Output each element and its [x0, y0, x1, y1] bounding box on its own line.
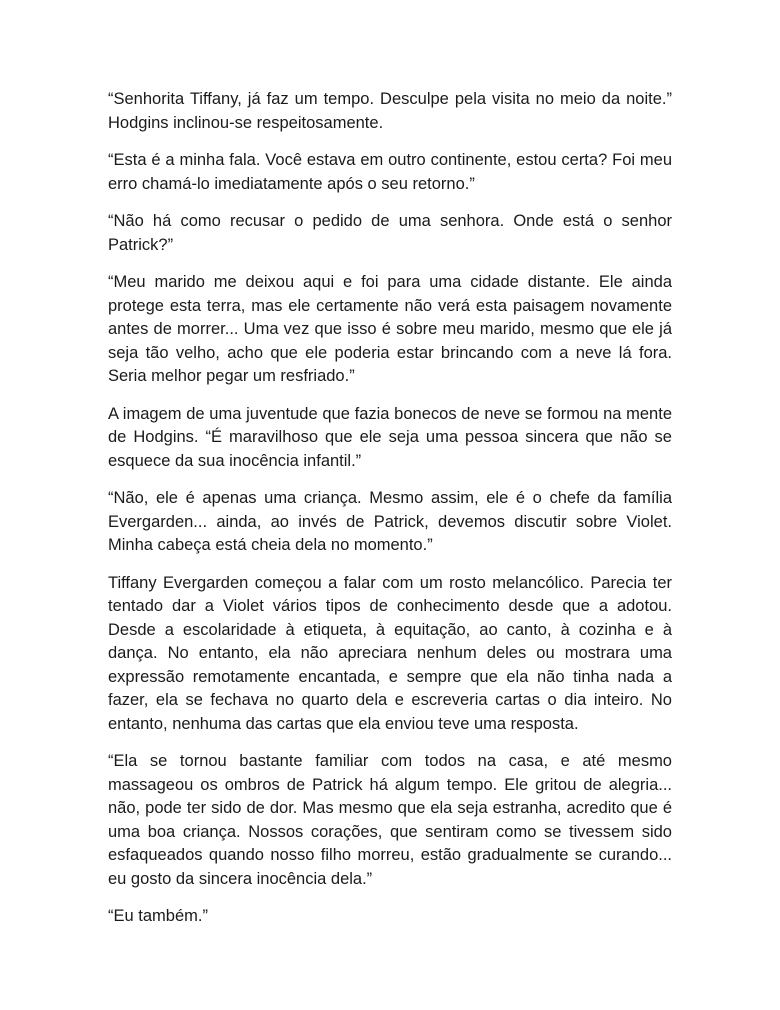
paragraph-4: “Meu marido me deixou aqui e foi para uma cidade distante. Ele ainda protege esta terra, mas ele certamente não verá esta paisagem novamente antes de morrer... Uma vez que isso é sobre meu marido, mesmo que ele já seja tão velho, acho que ele poderia estar brincando com a neve lá fora. Seria melhor pegar um resfriado.” — [108, 273, 672, 385]
paragraph-7: Tiffany Evergarden começou a falar com um rosto melancólico. Parecia ter tentado dar a Violet vários tipos de conhecimento desde que a adotou. Desde a escolaridade à etiqueta, à equitação, ao canto, à cozinha e à dança. No entanto, ela não apreciara nenhum deles ou mostrara uma expressão remotamente encantada, e sempre que ela não tinha nada a fazer, ela se fechava no quarto dela e escreveria cartas o dia inteiro. No entanto, nenhuma das cartas que ela enviou teve uma resposta. — [108, 573, 672, 733]
paragraph-1: “Senhorita Tiffany, já faz um tempo. Desculpe pela visita no meio da noite.” Hodgins inclinou-se respeitosamente. — [108, 90, 672, 132]
paragraph-5: A imagem de uma juventude que fazia bonecos de neve se formou na mente de Hodgins. “É maravilhoso que ele seja uma pessoa sincera que não se esquece da sua inocência infantil.” — [108, 404, 672, 470]
paragraph-8: “Ela se tornou bastante familiar com todos na casa, e até mesmo massageou os ombros de Patrick há algum tempo. Ele gritou de alegria... não, pode ter sido de dor. Mas mesmo que ela seja estranha, acredito que é uma boa criança. Nossos corações, que sentiram como se tivessem sido esfaqueados quando nosso filho morreu, estão gradualmente se curando... eu gosto da sincera inocência dela.” — [108, 752, 672, 888]
paragraph-6: “Não, ele é apenas uma criança. Mesmo assim, ele é o chefe da família Evergarden... ainda, ao invés de Patrick, devemos discutir sobre Violet. Minha cabeça está cheia dela no momento.” — [108, 489, 672, 554]
paragraph-9: “Eu também.” — [108, 907, 208, 925]
paragraph-2: “Esta é a minha fala. Você estava em outro continente, estou certa? Foi meu erro chamá-lo imediatamente após o seu retorno.” — [108, 151, 672, 193]
paragraph-3: “Não há como recusar o pedido de uma senhora. Onde está o senhor Patrick?” — [108, 212, 672, 254]
document-page — [108, 88, 672, 943]
